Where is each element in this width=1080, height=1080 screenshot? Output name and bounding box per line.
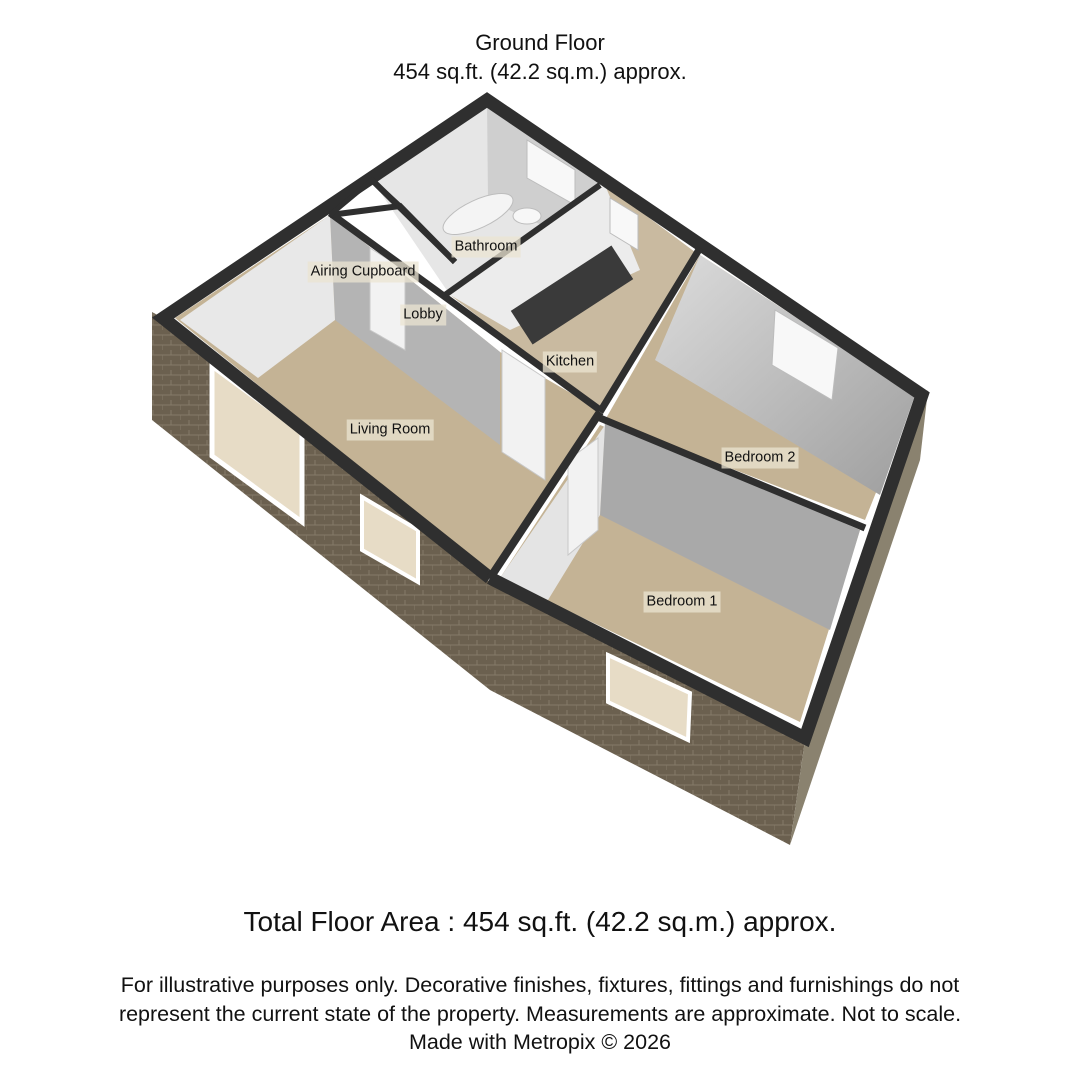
room-label-airing-cupboard: Airing Cupboard [308,262,419,283]
basin [513,208,541,224]
disclaimer [60,971,1020,1057]
room-label-living-room: Living Room [347,420,434,441]
disclaimer-line-3: Made with Metropix © 2026 [408,1030,672,1054]
disclaimer-line-2: represent the current state of the property. Measurements are approximate. Not to scale. [118,1001,962,1026]
room-label-bedroom-1: Bedroom 1 [644,592,721,613]
total-floor-area: Total Floor Area : 454 sq.ft. (42.2 sq.m.) approx. [243,906,837,937]
disclaimer-line-1: For illustrative purposes only. Decorative finishes, fixtures, fittings and furnishings do not [120,973,960,997]
room-label-bathroom: Bathroom [452,237,521,258]
floor-area: 454 sq.ft. (42.2 sq.m.) approx. [393,59,687,84]
room-label-kitchen: Kitchen [543,352,597,373]
floor-name: Ground Floor [475,30,605,55]
room-label-bedroom-2: Bedroom 2 [722,448,799,469]
room-label-lobby: Lobby [400,305,446,326]
